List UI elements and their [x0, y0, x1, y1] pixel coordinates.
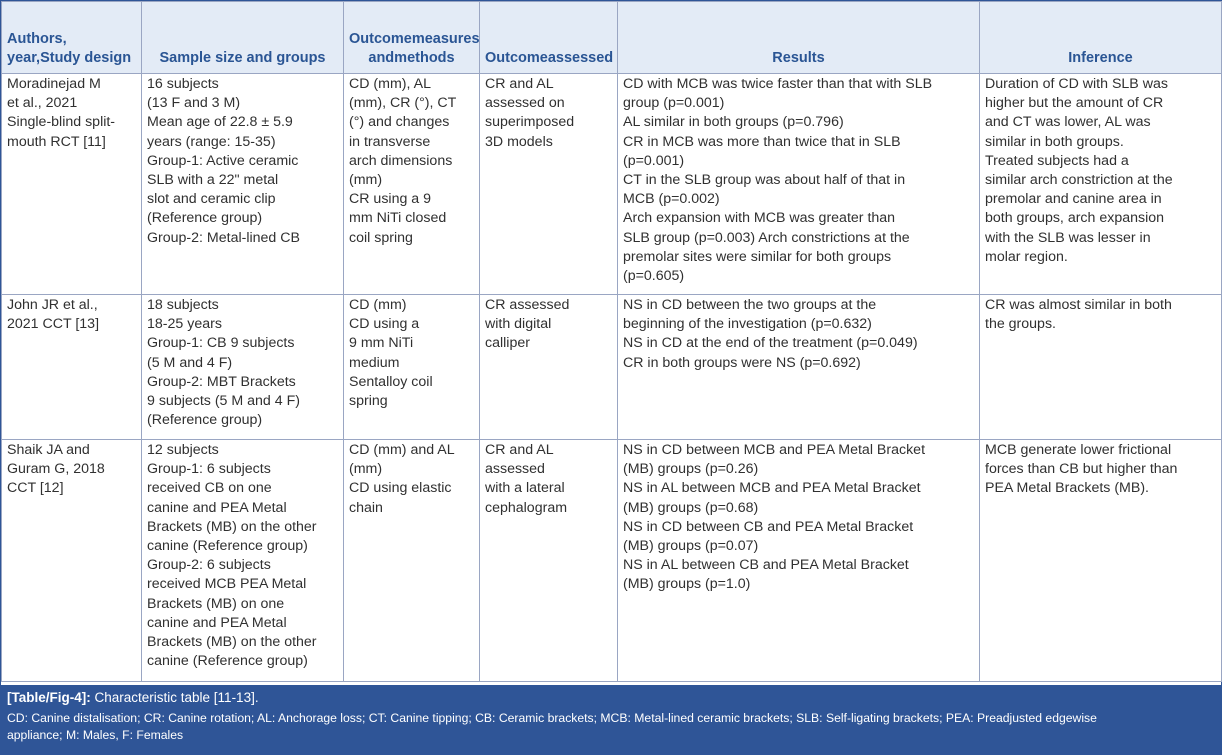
text-line: 18 subjects [147, 297, 219, 313]
text-line: assessed [485, 461, 545, 478]
text-line: mouth RCT [11] [7, 133, 106, 150]
text-line: beginning of the investigation (p=0.632) [623, 316, 872, 333]
text-line: AL similar in both groups (p=0.796) [623, 114, 844, 131]
footnote-line-1: CD: Canine distalisation; CR: Canine rotation; AL: Anchorage loss; CT: Canine tipping; CB: Ceramic brackets; MCB: Metal-lined ceramic brackets; SLB: Self-ligating brackets; PEA: Preadjusted edgewise [7, 711, 1097, 725]
text-line: 18-25 years [147, 316, 222, 333]
cell-sample [142, 440, 344, 682]
text-line: John JR et al., [7, 297, 98, 313]
text-line: (MB) groups (p=0.26) [623, 461, 759, 478]
text-line: cephalogram [485, 499, 568, 516]
text-line: spring [349, 393, 388, 410]
text-line: arch dimensions [349, 152, 453, 169]
text-line: Single-blind split- [7, 114, 116, 131]
text-line: (mm) [349, 461, 383, 478]
text-line: (p=0.001) [623, 152, 685, 169]
text-line: calliper [485, 335, 530, 352]
text-line: chain [349, 499, 383, 516]
text-line: Brackets (MB) on one [147, 595, 285, 612]
text-line: CR in both groups were NS (p=0.692) [623, 354, 861, 371]
text-line: SLB with a 22" metal [147, 172, 279, 189]
text-line: mm NiTi closed [349, 210, 447, 227]
cell-assessed [480, 74, 618, 295]
caption-text: Characteristic table [11-13]. [90, 690, 259, 705]
cell-assessed [480, 295, 618, 440]
text-line: assessed on [485, 95, 565, 112]
header-row [2, 2, 1222, 74]
text-line: with a lateral [485, 480, 565, 497]
text-line: superimposed [485, 114, 575, 131]
text-line: (°) and changes [349, 114, 450, 131]
text-line: 3D models [485, 133, 553, 150]
cell-inference [980, 74, 1222, 295]
text-line: (Reference group) [147, 210, 263, 227]
text-line: CT in the SLB group was about half of that in [623, 172, 906, 189]
text-line: Shaik JA and [7, 442, 90, 458]
text-line: Group-1: CB 9 subjects [147, 335, 295, 352]
text-line: Duration of CD with SLB was [985, 76, 1168, 92]
text-line: received MCB PEA Metal [147, 576, 307, 593]
cell-inference [980, 440, 1222, 682]
text-line: NS in CD between the two groups at the [623, 297, 877, 313]
cell-authors [2, 74, 142, 295]
text-line: canine and PEA Metal [147, 614, 287, 631]
cell-results [618, 440, 980, 682]
text-line: slot and ceramic clip [147, 191, 276, 208]
text-line: (mm) [349, 172, 383, 189]
text-line: NS in AL between CB and PEA Metal Bracket [623, 557, 909, 574]
header-results [618, 2, 980, 74]
text-line: MCB generate lower frictional [985, 442, 1172, 458]
text-line: NS in CD between MCB and PEA Metal Bracket [623, 442, 926, 458]
text-line: NS in AL between MCB and PEA Metal Bracket [623, 480, 921, 497]
text-line: the groups. [985, 316, 1056, 333]
text-line: coil spring [349, 229, 413, 246]
text-line: (13 F and 3 M) [147, 95, 241, 112]
characteristic-table [1, 1, 1222, 682]
text-line: CR in MCB was more than twice that in SLB [623, 133, 901, 150]
text-line: Guram G, 2018 [7, 461, 105, 478]
text-line: Brackets (MB) on the other [147, 634, 317, 651]
text-line: CD (mm) and AL [349, 442, 455, 458]
text-line: Group-2: Metal-lined CB [147, 229, 300, 246]
text-line: Sentalloy coil [349, 373, 433, 390]
text-line: CR and AL [485, 442, 554, 458]
text-line: similar arch constriction at the [985, 172, 1173, 189]
text-line: SLB group (p=0.003) Arch constrictions at the [623, 229, 910, 246]
text-line: Inference [1068, 50, 1133, 66]
text-line: et al., 2021 [7, 95, 78, 112]
text-line: similar in both groups. [985, 133, 1124, 150]
text-line: CD (mm), AL [349, 76, 431, 92]
header-measures [344, 2, 480, 74]
text-line: (5 M and 4 F) [147, 354, 233, 371]
cell-results [618, 295, 980, 440]
text-line: NS in CD at the end of the treatment (p=0.049) [623, 335, 918, 352]
header-inference [980, 2, 1222, 74]
text-line: Mean age of 22.8 ± 5.9 [147, 114, 293, 131]
text-line: canine (Reference group) [147, 653, 308, 670]
text-line: NS in CD between CB and PEA Metal Bracket [623, 518, 914, 535]
text-line: group (p=0.001) [623, 95, 725, 112]
text-line: both groups, arch expansion [985, 210, 1165, 227]
header-assessed [480, 2, 618, 74]
cell-measures [344, 295, 480, 440]
footnote-line-2: appliance; M: Males, F: Females [7, 728, 184, 742]
text-line: Brackets (MB) on the other [147, 518, 317, 535]
text-line: (MB) groups (p=0.68) [623, 499, 759, 516]
text-line: Authors, year, [7, 31, 67, 66]
text-line: methods [394, 50, 455, 66]
text-line: Group-1: 6 subjects [147, 461, 271, 478]
text-line: with digital [485, 316, 552, 333]
cell-sample [142, 295, 344, 440]
text-line: CCT [12] [7, 480, 64, 497]
caption-footnote [7, 710, 1215, 744]
text-line: medium [349, 354, 400, 371]
text-line: Treated subjects had a [985, 152, 1129, 169]
text-line: (Reference group) [147, 412, 263, 429]
text-line: Outcome [349, 31, 412, 47]
text-line: years (range: 15-35) [147, 133, 276, 150]
text-line: in transverse [349, 133, 431, 150]
text-line: Group-1: Active ceramic [147, 152, 299, 169]
text-line: PEA Metal Brackets (MB). [985, 480, 1149, 497]
text-line: Arch expansion with MCB was greater than [623, 210, 896, 227]
text-line: (MB) groups (p=1.0) [623, 576, 751, 593]
text-line: CR and AL [485, 76, 554, 92]
text-line: premolar sites were similar for both groups [623, 248, 892, 265]
header-sample [142, 2, 344, 74]
text-line: measures and [368, 31, 480, 66]
text-line: received CB on one [147, 480, 272, 497]
text-line: assessed [547, 50, 614, 66]
text-line: 9 mm NiTi [349, 335, 414, 352]
text-line: CR using a 9 [349, 191, 432, 208]
caption-title [7, 689, 1215, 707]
cell-sample [142, 74, 344, 295]
text-line: CD using elastic [349, 480, 452, 497]
text-line: molar region. [985, 248, 1068, 265]
text-line: Group-2: MBT Brackets [147, 373, 296, 390]
text-line: canine and PEA Metal [147, 499, 287, 516]
text-line: MCB (p=0.002) [623, 191, 720, 208]
text-line: 2021 CCT [13] [7, 316, 100, 333]
header-authors [2, 2, 142, 74]
cell-inference [980, 295, 1222, 440]
cell-authors [2, 295, 142, 440]
text-line: higher but the amount of CR [985, 95, 1164, 112]
text-line: Sample size and groups [159, 50, 326, 66]
text-line: CR assessed [485, 297, 570, 313]
text-line: and CT was lower, AL was [985, 114, 1151, 131]
text-line: Outcome [485, 50, 548, 66]
text-line: with the SLB was lesser in [985, 229, 1151, 246]
text-line: 9 subjects (5 M and 4 F) [147, 393, 300, 410]
text-line: Study design [40, 50, 132, 66]
text-line: Moradinejad M [7, 76, 101, 92]
table-row [2, 295, 1222, 440]
text-line: premolar and canine area in [985, 191, 1162, 208]
text-line: 12 subjects [147, 442, 219, 458]
text-line: CR was almost similar in both [985, 297, 1172, 313]
table-row [2, 440, 1222, 682]
text-line: CD using a [349, 316, 420, 333]
text-line: 16 subjects [147, 76, 219, 92]
text-line: canine (Reference group) [147, 538, 308, 555]
caption-label: [Table/Fig-4]: [7, 690, 91, 705]
text-line: CD (mm) [349, 297, 407, 313]
cell-results [618, 74, 980, 295]
table-caption [1, 685, 1221, 755]
cell-measures [344, 440, 480, 682]
cell-measures [344, 74, 480, 295]
text-line: (mm), CR (°), CT [349, 95, 457, 112]
cell-assessed [480, 440, 618, 682]
text-line: (p=0.605) [623, 268, 685, 285]
text-line: forces than CB but higher than [985, 461, 1178, 478]
text-line: (MB) groups (p=0.07) [623, 538, 759, 555]
text-line: Results [772, 50, 825, 66]
text-line: CD with MCB was twice faster than that with SLB [623, 76, 933, 92]
table-row [2, 74, 1222, 295]
text-line: Group-2: 6 subjects [147, 557, 271, 574]
cell-authors [2, 440, 142, 682]
